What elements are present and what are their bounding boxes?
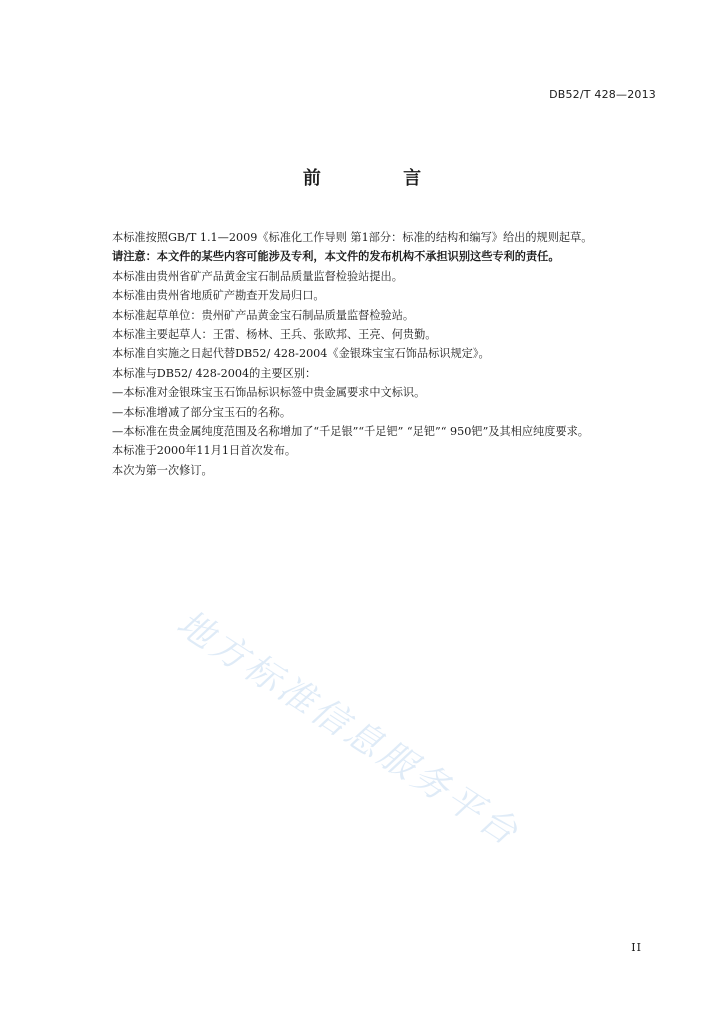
paragraph-replacement: 本标准自实施之日起代替DB52/ 428-2004《金银珠宝宝石饰品标识规定》。: [112, 347, 490, 361]
page-number: II: [631, 941, 642, 954]
paragraph-administrator: 本标准由贵州省地质矿产勘查开发局归口。: [112, 289, 325, 303]
watermark: 地方标准信息服务平台: [169, 602, 528, 855]
page-title: 前 言: [302, 168, 460, 189]
paragraph-drafting-rules: 本标准按照GB/T 1.1—2009《标准化工作导则 第1部分：标准的结构和编写》给出的规则起草。: [112, 231, 593, 244]
paragraph-main-differences: 本标准与DB52/ 428-2004的主要区别：: [112, 366, 317, 380]
paragraph-difference-3: —本标准在贵金属纯度范围及名称增加了“千足银”“千足钯” “足钯”“ 950钯”及其相应纯度要求。: [112, 425, 589, 439]
paragraph-patent-notice: 请注意：本文件的某些内容可能涉及专利，本文件的发布机构不承担识别这些专利的责任。: [112, 250, 560, 264]
foreword-body: [88, 228, 660, 480]
paragraph-difference-2: —本标准增减了部分宝玉石的名称。: [112, 405, 292, 419]
paragraph-proposer: 本标准由贵州省矿产品黄金宝石制品质量监督检验站提出。: [112, 269, 403, 283]
paragraph-drafting-unit: 本标准起草单位：贵州矿产品黄金宝石制品质量监督检验站。: [112, 308, 415, 322]
paragraph-revision: 本次为第一次修订。: [112, 463, 213, 477]
paragraph-difference-1: —本标准对金银珠宝玉石饰品标识标签中贵金属要求中文标识。: [112, 386, 426, 400]
header-standard-code: DB52/T 428—2013: [549, 88, 656, 101]
paragraph-first-release: 本标准于2000年11月1日首次发布。: [112, 444, 297, 458]
paragraph-main-drafters: 本标准主要起草人：王雷、杨林、王兵、张欧邦、王亮、何贵勤。: [112, 328, 437, 342]
